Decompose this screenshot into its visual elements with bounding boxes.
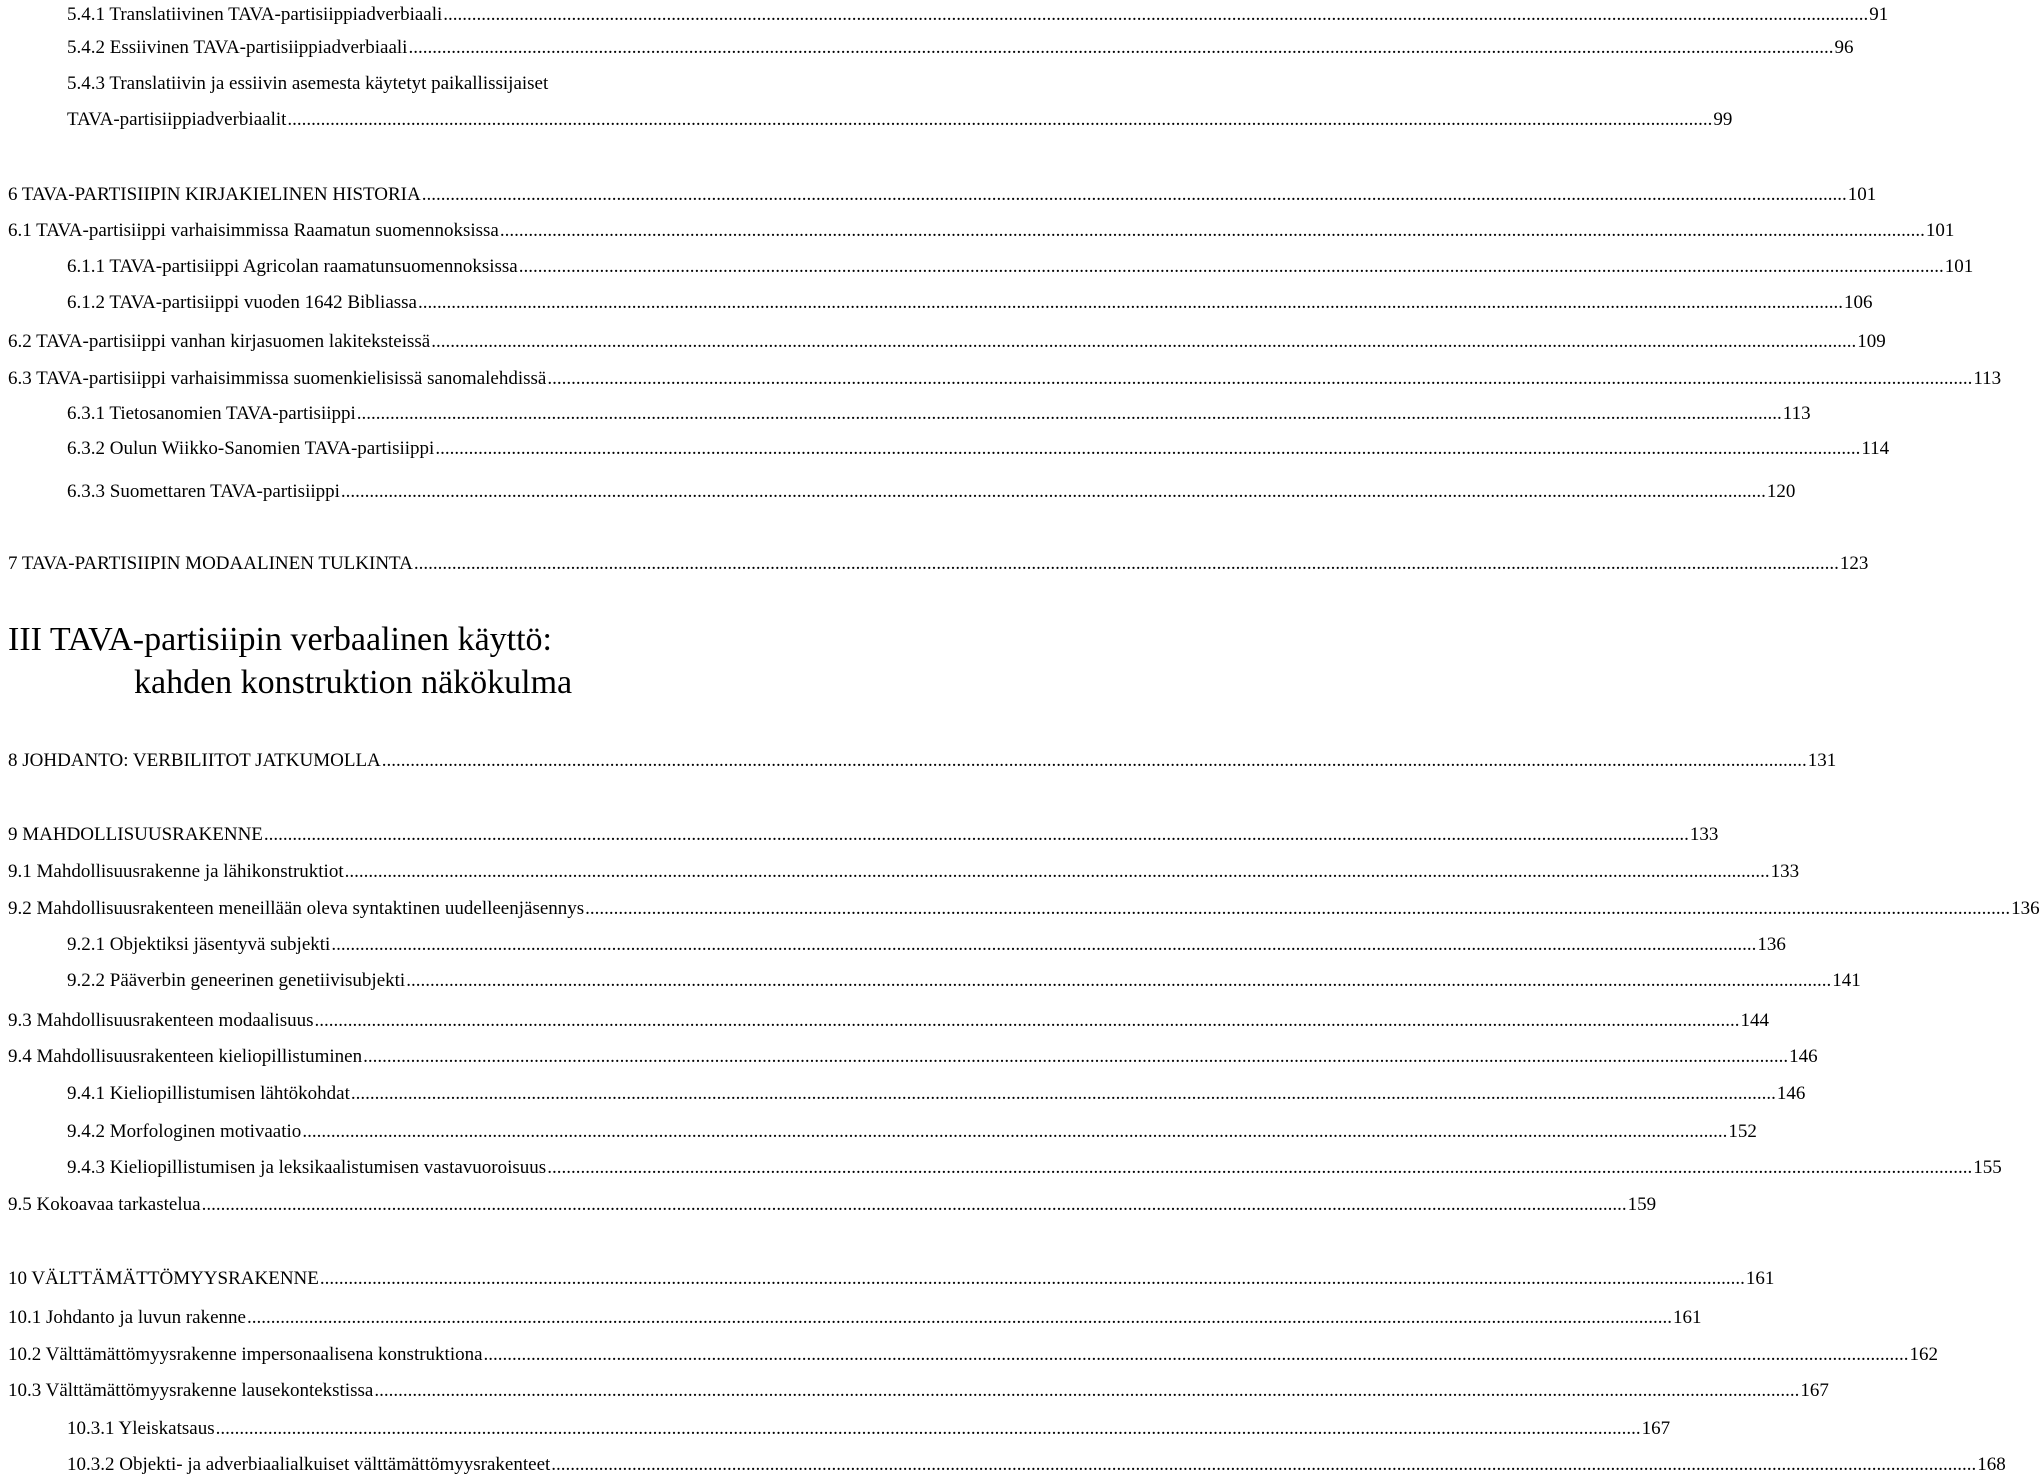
- toc-entry-9-4[interactable]: [8, 1046, 1818, 1068]
- toc-entry-9-4-2[interactable]: [67, 1121, 1757, 1143]
- toc-entry-10-2[interactable]: [8, 1344, 1939, 1366]
- toc-entry-5-4-1[interactable]: [67, 4, 1889, 26]
- toc-entry-6-3-2[interactable]: [67, 438, 1890, 460]
- dot-leader: [357, 403, 1782, 425]
- toc-entry-label: 6.1.2 TAVA-partisiippi vuoden 1642 Bibliassa: [67, 292, 417, 313]
- toc-entry-6-3-1[interactable]: [67, 403, 1811, 425]
- toc-page-number: 113: [1782, 403, 1811, 424]
- toc-page-number: 155: [1973, 1157, 2002, 1178]
- toc-entry-label: TAVA-partisiippiadverbiaalit: [67, 109, 287, 130]
- toc-entry-label: 10 VÄLTTÄMÄTTÖMYYSRAKENNE: [8, 1268, 319, 1289]
- toc-entry-5-4-3-line1[interactable]: 5.4.3 Translatiivin ja essiivin asemesta käytetyt paikallissijaiset: [67, 73, 549, 94]
- toc-entry-label: 9 MAHDOLLISUUSRAKENNE: [8, 824, 263, 845]
- toc-entry-label: 6.3 TAVA-partisiippi varhaisimmissa suomenkielisissä sanomalehdissä: [8, 368, 547, 389]
- toc-entry-label: 8 JOHDANTO: VERBILIITOT JATKUMOLLA: [8, 750, 381, 771]
- dot-leader: [435, 438, 1860, 460]
- dot-leader: [519, 256, 1944, 278]
- toc-entry-9-3[interactable]: [8, 1010, 1770, 1032]
- dot-leader: [331, 934, 1756, 956]
- toc-page-number: 161: [1745, 1268, 1775, 1289]
- dot-leader: [264, 824, 1689, 846]
- toc-entry-label: 9.5 Kokoavaa tarkastelua: [8, 1194, 201, 1215]
- toc-page-number: 144: [1740, 1010, 1770, 1031]
- toc-page-number: 133: [1689, 824, 1719, 845]
- toc-page-number: 168: [1977, 1454, 2006, 1475]
- toc-page-number: 141: [1832, 970, 1861, 991]
- toc-entry-label: 9.4.2 Morfologinen motivaatio: [67, 1121, 302, 1142]
- toc-page-number: 159: [1627, 1194, 1657, 1215]
- toc-page-number: 123: [1839, 553, 1869, 574]
- toc-entry-label: 10.3.1 Yleiskatsaus: [67, 1418, 215, 1439]
- toc-entry-10[interactable]: [8, 1268, 1775, 1290]
- toc-entry-6[interactable]: [8, 184, 1877, 206]
- dot-leader: [500, 220, 1925, 242]
- part-heading-line-1[interactable]: III TAVA-partisiipin verbaalinen käyttö:: [8, 621, 552, 658]
- toc-entry-label: 6.2 TAVA-partisiippi vanhan kirjasuomen lakiteksteissä: [8, 331, 431, 352]
- toc-entry-label: 9.2 Mahdollisuusrakenteen meneillään oleva syntaktinen uudelleenjäsennys: [8, 898, 585, 919]
- toc-page-number: 91: [1869, 4, 1889, 25]
- toc-entry-label: 6.1.1 TAVA-partisiippi Agricolan raamatunsuomennoksissa: [67, 256, 518, 277]
- toc-entry-label: 6.3.1 Tietosanomien TAVA-partisiippi: [67, 403, 356, 424]
- toc-entry-label: 9.4.1 Kieliopillistumisen lähtökohdat: [67, 1083, 350, 1104]
- toc-entry-6-1-2[interactable]: [67, 292, 1873, 314]
- toc-entry-9-4-3[interactable]: [67, 1157, 2002, 1179]
- toc-entry-label: 10.3 Välttämättömyysrakenne lausekontekstissa: [8, 1380, 374, 1401]
- toc-entry-8[interactable]: [8, 750, 1837, 772]
- toc-page-number: 101: [1847, 184, 1877, 205]
- dot-leader: [406, 970, 1831, 992]
- toc-entry-10-3[interactable]: [8, 1380, 1829, 1402]
- toc-entry-label: 9.4 Mahdollisuusrakenteen kieliopillistuminen: [8, 1046, 363, 1067]
- toc-entry-9-1[interactable]: [8, 861, 1800, 883]
- toc-page-number: 131: [1807, 750, 1837, 771]
- dot-leader: [247, 1307, 1672, 1329]
- toc-entry-9[interactable]: [8, 824, 1719, 846]
- dot-leader: [315, 1010, 1740, 1032]
- toc-entry-10-1[interactable]: [8, 1307, 1702, 1329]
- toc-page-number: 109: [1857, 331, 1886, 352]
- dot-leader: [547, 1157, 1972, 1179]
- dot-leader: [443, 4, 1868, 26]
- toc-entry-label: 9.4.3 Kieliopillistumisen ja leksikaalistumisen vastavuoroisuus: [67, 1157, 547, 1178]
- toc-page-number: 136: [2011, 898, 2040, 919]
- toc-page-number: 99: [1713, 109, 1733, 130]
- toc-entry-9-4-1[interactable]: [67, 1083, 1806, 1105]
- toc-page-number: 167: [1800, 1380, 1829, 1401]
- toc-page-number: 146: [1789, 1046, 1818, 1067]
- toc-entry-label: 6.3.2 Oulun Wiikko-Sanomien TAVA-partisiippi: [67, 438, 435, 459]
- toc-entry-5-4-3[interactable]: [67, 109, 1733, 131]
- toc-page-number: 114: [1861, 438, 1890, 459]
- dot-leader: [422, 184, 1847, 206]
- toc-entry-10-3-1[interactable]: [67, 1418, 1671, 1440]
- dot-leader: [345, 861, 1770, 883]
- toc-entry-label: 9.2.1 Objektiksi jäsentyvä subjekti: [67, 934, 331, 955]
- dot-leader: [408, 37, 1833, 59]
- toc-entry-5-4-2[interactable]: [67, 37, 1854, 59]
- dot-leader: [351, 1083, 1776, 1105]
- toc-entry-label: 9.2.2 Pääverbin geneerinen genetiivisubjekti: [67, 970, 406, 991]
- dot-leader: [431, 331, 1856, 353]
- toc-entry-6-1[interactable]: [8, 220, 1955, 242]
- toc-entry-label: 10.1 Johdanto ja luvun rakenne: [8, 1307, 246, 1328]
- toc-page-number: 136: [1757, 934, 1786, 955]
- toc-page-number: 101: [1925, 220, 1955, 241]
- dot-leader: [363, 1046, 1788, 1068]
- toc-page-number: 152: [1728, 1121, 1757, 1142]
- toc-entry-9-2[interactable]: [8, 898, 2040, 920]
- toc-entry-label: 10.2 Välttämättömyysrakenne impersonaalisena konstruktiona: [8, 1344, 483, 1365]
- toc-entry-9-2-1[interactable]: [67, 934, 1786, 956]
- toc-page-number: 101: [1944, 256, 1974, 277]
- toc-page-number: 167: [1641, 1418, 1671, 1439]
- dot-leader: [382, 750, 1807, 772]
- dot-leader: [484, 1344, 1909, 1366]
- toc-page-number: 96: [1834, 37, 1854, 58]
- toc-entry-9-5[interactable]: [8, 1194, 1657, 1216]
- toc-page-number: 113: [1973, 368, 2002, 389]
- toc-entry-label: 10.3.2 Objekti- ja adverbiaalialkuiset välttämättömyysrakenteet: [67, 1454, 551, 1475]
- part-heading-line-2[interactable]: kahden konstruktion näkökulma: [134, 664, 573, 701]
- dot-leader: [585, 898, 2010, 920]
- dot-leader: [418, 292, 1843, 314]
- toc-entry-label: 6.3.3 Suomettaren TAVA-partisiippi: [67, 481, 340, 502]
- toc-entry-10-3-2[interactable]: [67, 1454, 2006, 1476]
- dot-leader: [374, 1380, 1799, 1402]
- dot-leader: [341, 481, 1766, 503]
- toc-entry-label: 6 TAVA-PARTISIIPIN KIRJAKIELINEN HISTORIA: [8, 184, 421, 205]
- toc-entry-9-2-2[interactable]: [67, 970, 1861, 992]
- toc-page-number: 161: [1672, 1307, 1702, 1328]
- toc-page-number: 133: [1770, 861, 1800, 882]
- toc-entry-label: 7 TAVA-PARTISIIPIN MODAALINEN TULKINTA: [8, 553, 413, 574]
- toc-entry-7[interactable]: [8, 553, 1869, 575]
- dot-leader: [320, 1268, 1745, 1290]
- toc-page-number: 146: [1776, 1083, 1806, 1104]
- toc-entry-6-1-1[interactable]: [67, 256, 1974, 278]
- toc-entry-6-3[interactable]: [8, 368, 2002, 390]
- toc-page-number: 106: [1843, 292, 1873, 313]
- toc-entry-label: 5.4.1 Translatiivinen TAVA-partisiippiadverbiaali: [67, 4, 443, 25]
- toc-page-number: 162: [1909, 1344, 1939, 1365]
- toc-entry-6-2[interactable]: [8, 331, 1886, 353]
- dot-leader: [547, 368, 1972, 390]
- toc-entry-label: 6.1 TAVA-partisiippi varhaisimmissa Raamatun suomennoksissa: [8, 220, 499, 241]
- dot-leader: [302, 1121, 1727, 1143]
- toc-page-number: 120: [1766, 481, 1796, 502]
- toc-entry-label: 9.3 Mahdollisuusrakenteen modaalisuus: [8, 1010, 314, 1031]
- dot-leader: [202, 1194, 1627, 1216]
- toc-entry-6-3-3[interactable]: [67, 481, 1796, 503]
- dot-leader: [414, 553, 1839, 575]
- toc-entry-label: 9.1 Mahdollisuusrakenne ja lähikonstruktiot: [8, 861, 344, 882]
- dot-leader: [287, 109, 1712, 131]
- toc-entry-label: 5.4.2 Essiivinen TAVA-partisiippiadverbiaali: [67, 37, 408, 58]
- dot-leader: [216, 1418, 1641, 1440]
- dot-leader: [551, 1454, 1976, 1476]
